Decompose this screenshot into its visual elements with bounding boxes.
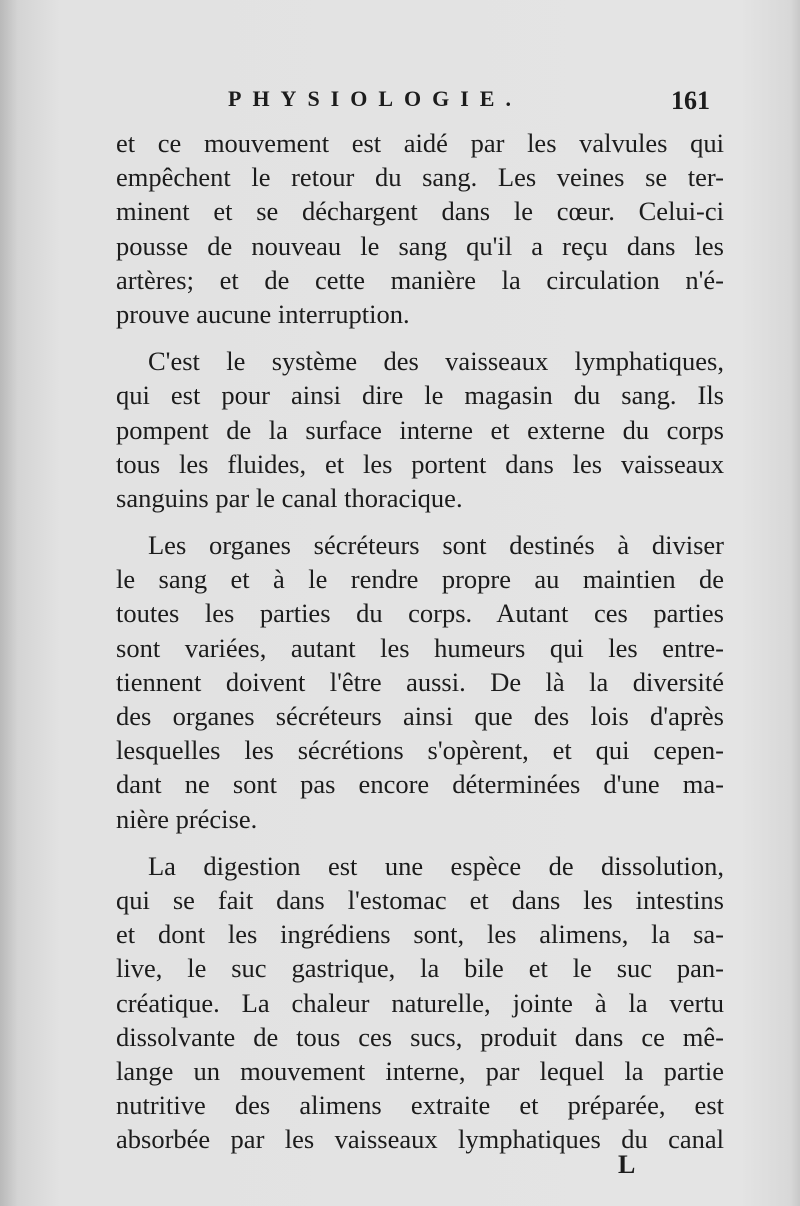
running-title: PHYSIOLOGIE. (228, 86, 522, 111)
text-line: prouve aucune interruption. (116, 298, 410, 329)
text-line: qui se fait dans l'estomac et dans les intestins (116, 884, 724, 915)
text-line: pompent de la surface interne et externe du corps (116, 414, 724, 445)
text-line: et ce mouvement est aidé par les valvules qui (116, 128, 724, 158)
text-line: créatique. La chaleur naturelle, jointe à la vertu (116, 987, 724, 1018)
paragraph (116, 126, 724, 331)
body-text (116, 126, 724, 1169)
text-line: minent et se déchargent dans le cœur. Celui-ci (116, 196, 724, 227)
paragraph (116, 849, 724, 1157)
text-line: et dont les ingrédiens sont, les alimens, la sa- (116, 919, 724, 950)
text-line: des organes sécréteurs ainsi que des lois d'après (116, 701, 724, 731)
text-line: pousse de nouveau le sang qu'il a reçu dans les (116, 230, 724, 261)
text-line: toutes les parties du corps. Autant ces parties (116, 598, 724, 629)
running-head (120, 86, 710, 122)
text-line: sont variées, autant les humeurs qui les entre- (116, 632, 724, 663)
text-line: artères; et de cette manière la circulation n'é- (116, 264, 724, 295)
signature-mark: L (618, 1150, 636, 1179)
paragraph (116, 344, 724, 515)
text-line: sanguins par le canal thoracique. (116, 482, 463, 513)
text-line: tous les fluides, et les portent dans les vaisseaux (116, 448, 724, 479)
text-line: qui est pour ainsi dire le magasin du sang. Ils (116, 380, 724, 411)
page-number: 161 (671, 86, 710, 115)
text-line: C'est le système des vaisseaux lymphatiques, (148, 346, 724, 377)
text-line: nière précise. (116, 803, 258, 834)
text-line: live, le suc gastrique, la bile et le suc pan- (116, 953, 724, 984)
text-line: nutritive des alimens extraite et préparée, est (116, 1090, 724, 1121)
text-line: empêchent le retour du sang. Les veines se ter- (116, 162, 724, 193)
text-line: absorbée par les vaisseaux lymphatiques du canal (116, 1124, 724, 1155)
text-line: lesquelles les sécrétions s'opèrent, et qui cepen- (116, 735, 724, 766)
text-line: dissolvante de tous ces sucs, produit dans ce mê- (116, 1021, 724, 1052)
text-line: le sang et à le rendre propre au maintien de (116, 564, 724, 595)
text-line: lange un mouvement interne, par lequel la partie (116, 1055, 724, 1086)
text-line: tiennent doivent l'être aussi. De là la diversité (116, 666, 724, 697)
text-line: La digestion est une espèce de dissolution, (148, 850, 724, 881)
text-line: Les organes sécréteurs sont destinés à diviser (148, 530, 724, 561)
text-line: dant ne sont pas encore déterminées d'une ma- (116, 769, 724, 800)
paragraph (116, 528, 724, 836)
